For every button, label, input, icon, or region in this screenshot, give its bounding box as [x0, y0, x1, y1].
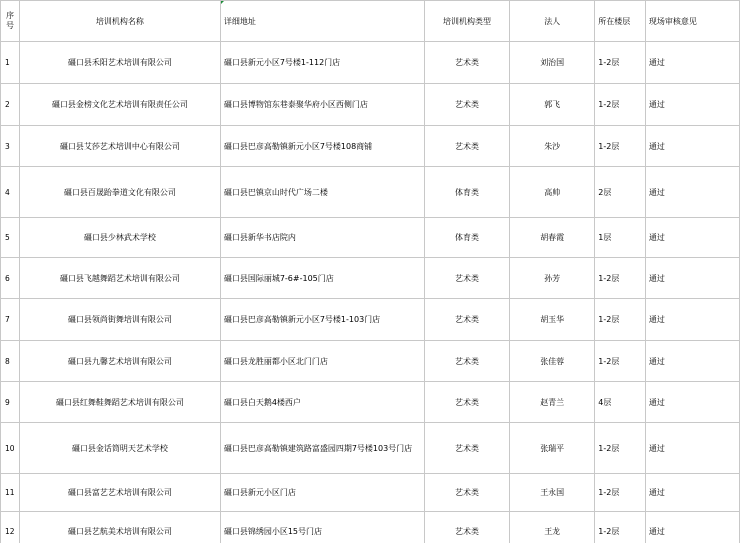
cell-floor[interactable]: 1-2层 [595, 126, 646, 167]
cell-opinion[interactable]: 通过 [645, 84, 739, 126]
cell-legal-person[interactable]: 王龙 [510, 512, 595, 543]
cell-institution-type[interactable]: 艺术类 [424, 126, 509, 167]
table-row [1, 84, 740, 126]
cell-address[interactable]: 礓口县博物馆东巷泰聚华府小区西侧门店 [220, 84, 424, 126]
cell-index[interactable]: 8 [1, 341, 20, 382]
cell-opinion[interactable]: 通过 [645, 341, 739, 382]
cell-institution-type[interactable]: 艺术类 [424, 423, 509, 474]
cell-opinion[interactable]: 通过 [645, 382, 739, 423]
cell-index[interactable]: 3 [1, 126, 20, 167]
cell-index[interactable]: 5 [1, 218, 20, 258]
header-index[interactable] [1, 1, 20, 42]
cell-index[interactable]: 12 [1, 512, 20, 543]
cell-legal-person[interactable]: 刘治国 [510, 42, 595, 84]
table-row [1, 423, 740, 474]
cell-address[interactable]: 礓口县新华书店院内 [220, 218, 424, 258]
cell-address[interactable]: 礓口县龙胜丽都小区北门门店 [220, 341, 424, 382]
cell-address[interactable]: 礓口县巴彦高勒镇新元小区7号楼108商铺 [220, 126, 424, 167]
header-opinion[interactable]: 现场审核意见 [645, 1, 739, 42]
cell-opinion[interactable]: 通过 [645, 474, 739, 512]
cell-legal-person[interactable]: 王永国 [510, 474, 595, 512]
cell-institution-type[interactable]: 艺术类 [424, 474, 509, 512]
cell-index[interactable]: 2 [1, 84, 20, 126]
cell-legal-person[interactable]: 赵青兰 [510, 382, 595, 423]
cell-opinion[interactable]: 通过 [645, 299, 739, 341]
header-legal-person[interactable]: 法人 [510, 1, 595, 42]
cell-floor[interactable]: 1-2层 [595, 84, 646, 126]
cell-institution-name[interactable]: 礓口县艾莎艺术培训中心有限公司 [19, 126, 220, 167]
cell-address[interactable]: 礓口县白天鹅4楼西户 [220, 382, 424, 423]
cell-address[interactable]: 礓口县巴彦高勒镇建筑路富盛园四期7号楼103号门店 [220, 423, 424, 474]
cell-index[interactable]: 7 [1, 299, 20, 341]
cell-index[interactable]: 11 [1, 474, 20, 512]
cell-opinion[interactable]: 通过 [645, 258, 739, 299]
cell-address[interactable]: 礓口县新元小区门店 [220, 474, 424, 512]
cell-institution-type[interactable]: 艺术类 [424, 258, 509, 299]
cell-index[interactable]: 4 [1, 167, 20, 218]
header-index-line1: 序 [5, 11, 14, 20]
cell-legal-person[interactable]: 张瑞平 [510, 423, 595, 474]
cell-opinion[interactable]: 通过 [645, 218, 739, 258]
cell-opinion[interactable]: 通过 [645, 423, 739, 474]
table-row [1, 341, 740, 382]
table-row [1, 167, 740, 218]
cell-address[interactable]: 礓口县锦绣园小区15号门店 [220, 512, 424, 543]
cell-floor[interactable]: 4层 [595, 382, 646, 423]
cell-institution-name[interactable]: 礓口县领尚街舞培训有限公司 [19, 299, 220, 341]
header-floor[interactable]: 所在楼层 [595, 1, 646, 42]
cell-institution-name[interactable]: 礓口县富艺艺术培训有限公司 [19, 474, 220, 512]
cell-legal-person[interactable]: 郭飞 [510, 84, 595, 126]
cell-legal-person[interactable]: 胡玉华 [510, 299, 595, 341]
cell-institution-name[interactable]: 礓口县金话筒明天艺术学校 [19, 423, 220, 474]
cell-legal-person[interactable]: 孙芳 [510, 258, 595, 299]
table-row [1, 218, 740, 258]
table-row [1, 382, 740, 423]
cell-legal-person[interactable]: 朱沙 [510, 126, 595, 167]
cell-institution-type[interactable]: 艺术类 [424, 84, 509, 126]
table-row [1, 299, 740, 341]
cell-address[interactable]: 礓口县巴彦高勒镇新元小区7号楼1-103门店 [220, 299, 424, 341]
cell-institution-type[interactable]: 艺术类 [424, 512, 509, 543]
table-row [1, 126, 740, 167]
header-row [1, 1, 740, 42]
cell-address[interactable]: 礓口县新元小区7号楼1-112门店 [220, 42, 424, 84]
cell-floor[interactable]: 1-2层 [595, 423, 646, 474]
cell-floor[interactable]: 1-2层 [595, 42, 646, 84]
table-row [1, 474, 740, 512]
cell-address[interactable]: 礓口县国际丽城7-6#-105门店 [220, 258, 424, 299]
cell-institution-type[interactable]: 艺术类 [424, 42, 509, 84]
cell-index[interactable]: 10 [1, 423, 20, 474]
table-row [1, 512, 740, 543]
cell-floor[interactable]: 1-2层 [595, 512, 646, 543]
cell-floor[interactable]: 1层 [595, 218, 646, 258]
cell-floor[interactable]: 1-2层 [595, 341, 646, 382]
cell-floor[interactable]: 1-2层 [595, 258, 646, 299]
cell-institution-name[interactable]: 礓口县少林武术学校 [19, 218, 220, 258]
cell-floor[interactable]: 2层 [595, 167, 646, 218]
cell-institution-name[interactable]: 礓口县百晟跆拳道文化有限公司 [19, 167, 220, 218]
header-institution-type[interactable]: 培训机构类型 [424, 1, 509, 42]
cell-institution-name[interactable]: 礓口县飞越舞蹈艺术培训有限公司 [19, 258, 220, 299]
header-institution-name[interactable]: 培训机构名称 [19, 1, 220, 42]
cell-floor[interactable]: 1-2层 [595, 474, 646, 512]
cell-legal-person[interactable]: 高帅 [510, 167, 595, 218]
table-row [1, 258, 740, 299]
table-row [1, 42, 740, 84]
header-index-line2: 号 [5, 21, 14, 30]
cell-opinion[interactable]: 通过 [645, 126, 739, 167]
header-address[interactable]: 详细地址 [220, 1, 424, 42]
cell-address[interactable]: 礓口县巴镇京山时代广场二楼 [220, 167, 424, 218]
cell-institution-name[interactable]: 礓口县红舞鞋舞蹈艺术培训有限公司 [19, 382, 220, 423]
cell-institution-type[interactable]: 艺术类 [424, 382, 509, 423]
cell-institution-name[interactable]: 礓口县金榜文化艺术培训有限责任公司 [19, 84, 220, 126]
cell-institution-type[interactable]: 艺术类 [424, 341, 509, 382]
cell-institution-type[interactable]: 艺术类 [424, 299, 509, 341]
cell-index[interactable]: 1 [1, 42, 20, 84]
cell-opinion[interactable]: 通过 [645, 42, 739, 84]
cell-legal-person[interactable]: 张佳蓉 [510, 341, 595, 382]
cell-institution-name[interactable]: 礓口县九馨艺术培训有限公司 [19, 341, 220, 382]
cell-floor[interactable]: 1-2层 [595, 299, 646, 341]
cell-index[interactable]: 6 [1, 258, 20, 299]
cell-opinion[interactable]: 通过 [645, 512, 739, 543]
cell-index[interactable]: 9 [1, 382, 20, 423]
cell-institution-type[interactable]: 体育类 [424, 218, 509, 258]
cell-institution-type[interactable]: 体育类 [424, 167, 509, 218]
cell-opinion[interactable]: 通过 [645, 167, 739, 218]
cell-institution-name[interactable]: 礓口县禾阳艺术培训有限公司 [19, 42, 220, 84]
cell-legal-person[interactable]: 胡春霞 [510, 218, 595, 258]
cell-institution-name[interactable]: 礓口县艺航美术培训有限公司 [19, 512, 220, 543]
